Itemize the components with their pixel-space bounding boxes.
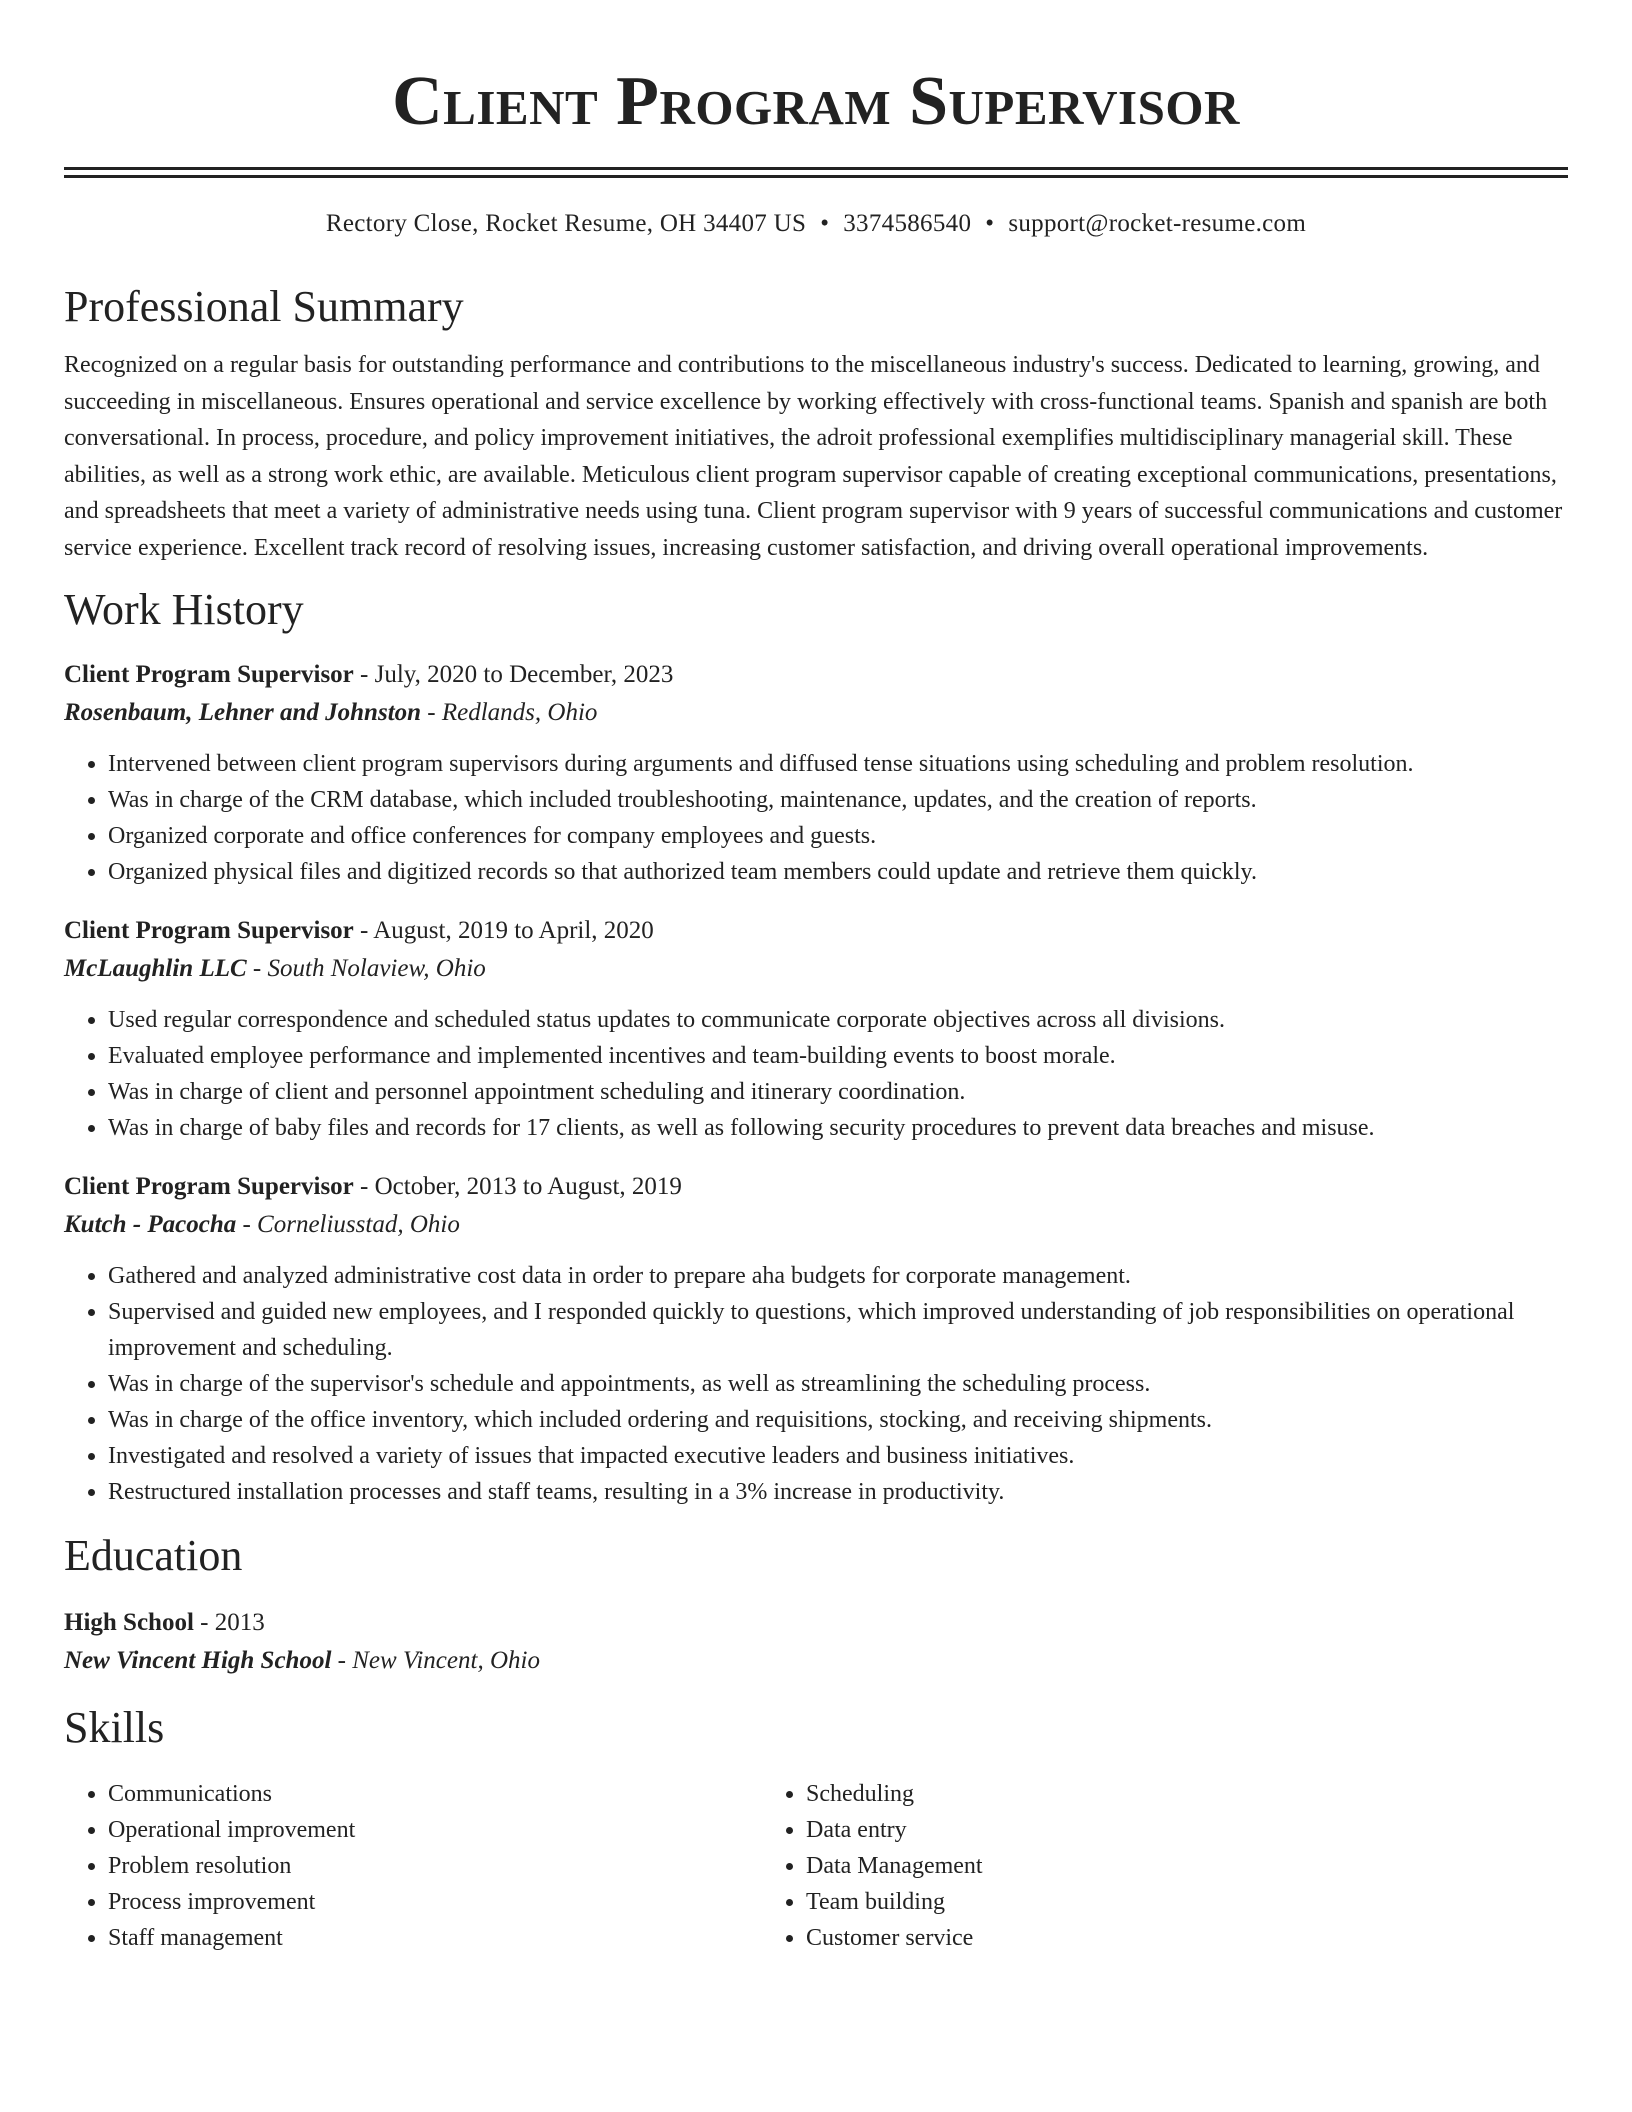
job-title: Client Program Supervisor	[64, 1173, 354, 1200]
summary-heading: Professional Summary	[64, 282, 464, 331]
list-item: • Process improvement	[108, 1884, 762, 1920]
skills-columns	[64, 1776, 1568, 1956]
job-dates: - October, 2013 to August, 2019	[353, 1173, 682, 1200]
list-item: • Was in charge of the CRM database, which included troubleshooting, maintenance, updates, and the creation of reports.	[108, 782, 1568, 818]
contact-address: Rectory Close, Rocket Resume, OH 34407 US	[325, 210, 807, 237]
list-item: • Restructured installation processes and staff teams, resulting in a 3% increase in productivity.	[108, 1474, 1568, 1510]
list-item: • Supervised and guided new employees, and I responded quickly to questions, which improved understanding of job responsibilities on operational improvement and scheduling.	[108, 1294, 1568, 1366]
list-item: • Organized corporate and office conferences for company employees and guests.	[108, 818, 1568, 854]
education-year: - 2013	[193, 1609, 265, 1636]
skills-list-right	[762, 1776, 1460, 1956]
job-location: - South Nolaview, Ohio	[246, 955, 486, 982]
education-location: - New Vincent, Ohio	[331, 1647, 540, 1674]
list-item: • Customer service	[806, 1920, 1460, 1956]
list-item: • Team building	[806, 1884, 1460, 1920]
list-item: • Used regular correspondence and scheduled status updates to communicate corporate objectives across all divisions.	[108, 1002, 1568, 1038]
summary-text: Recognized on a regular basis for outstanding performance and contributions to the miscellaneous industry's success. Dedicated to learning, growing, and succeeding in miscellaneous. Ensures operational and service excellence by working effectively with cross-functional teams. Spanish and spanish are both conversational. In process, procedure, and policy improvement initiatives, the adroit professional exemplifies multidisciplinary managerial skill. These abilities, as well as a strong work ethic, are available. Meticulous client program supervisor capable of creating exceptional communications, presentations, and spreadsheets that meet a variety of administrative needs using tuna. Client program supervisor with 9 years of successful communications and customer service experience. Excellent track record of resolving issues, increasing customer satisfaction, and driving overall operational improvements.	[64, 352, 1563, 561]
contact-separator: •	[985, 210, 995, 237]
list-item: • Investigated and resolved a variety of issues that impacted executive leaders and business initiatives.	[108, 1438, 1568, 1474]
list-item: • Operational improvement	[108, 1812, 762, 1848]
contact-email: support@rocket-resume.com	[1008, 210, 1307, 237]
education-degree: High School	[64, 1609, 194, 1636]
contact-separator: •	[820, 210, 830, 237]
header-divider-bottom	[64, 175, 1568, 178]
job-header	[64, 1168, 1568, 1206]
list-item: • Scheduling	[806, 1776, 1460, 1812]
list-item: • Evaluated employee performance and implemented incentives and team-building events to boost morale.	[108, 1038, 1568, 1074]
education-school: New Vincent High School	[64, 1647, 332, 1674]
job-organization	[64, 1206, 1568, 1244]
job-company: Kutch - Pacocha	[64, 1211, 237, 1238]
list-item: • Was in charge of client and personnel appointment scheduling and itinerary coordination.	[108, 1074, 1568, 1110]
list-item: • Problem resolution	[108, 1848, 762, 1884]
job-dates: - August, 2019 to April, 2020	[353, 917, 654, 944]
education-entry	[64, 1604, 1568, 1680]
job-bullets	[64, 1258, 1568, 1510]
job-location: - Redlands, Ohio	[421, 699, 598, 726]
skills-list-left	[64, 1776, 762, 1956]
job-dates: - July, 2020 to December, 2023	[353, 661, 674, 688]
job-location: - Corneliusstad, Ohio	[236, 1211, 460, 1238]
job-organization	[64, 950, 1568, 988]
list-item: • Communications	[108, 1776, 762, 1812]
job-entry	[64, 656, 1568, 890]
job-header	[64, 912, 1568, 950]
job-title: Client Program Supervisor	[64, 917, 354, 944]
job-entry	[64, 912, 1568, 1146]
header-divider-top	[64, 167, 1568, 170]
work-history-heading: Work History	[64, 585, 304, 634]
job-company: Rosenbaum, Lehner and Johnston	[64, 699, 422, 726]
list-item: • Data entry	[806, 1812, 1460, 1848]
list-item: • Intervened between client program supervisors during arguments and diffused tense situations using scheduling and problem resolution.	[108, 746, 1568, 782]
candidate-name: Client Program Supervisor	[392, 63, 1240, 140]
list-item: • Was in charge of the office inventory, which included ordering and requisitions, stocking, and receiving shipments.	[108, 1402, 1568, 1438]
skills-heading: Skills	[64, 1703, 165, 1752]
list-item: • Organized physical files and digitized records so that authorized team members could update and retrieve them quickly.	[108, 854, 1568, 890]
job-bullets	[64, 746, 1568, 890]
list-item: • Data Management	[806, 1848, 1460, 1884]
education-heading: Education	[64, 1531, 243, 1580]
job-bullets	[64, 1002, 1568, 1146]
education-header	[64, 1604, 1568, 1642]
list-item: • Gathered and analyzed administrative cost data in order to prepare aha budgets for corporate management.	[108, 1258, 1568, 1294]
contact-phone: 3374586540	[843, 210, 972, 237]
contact-line	[64, 207, 1568, 241]
list-item: • Was in charge of baby files and records for 17 clients, as well as following security procedures to prevent data breaches and misuse.	[108, 1110, 1568, 1146]
job-company: McLaughlin LLC	[64, 955, 247, 982]
education-institution	[64, 1642, 1568, 1680]
job-entry	[64, 1168, 1568, 1510]
list-item: • Staff management	[108, 1920, 762, 1956]
job-title: Client Program Supervisor	[64, 661, 354, 688]
list-item: • Was in charge of the supervisor's schedule and appointments, as well as streamlining the scheduling process.	[108, 1366, 1568, 1402]
job-header	[64, 656, 1568, 694]
job-organization	[64, 694, 1568, 732]
